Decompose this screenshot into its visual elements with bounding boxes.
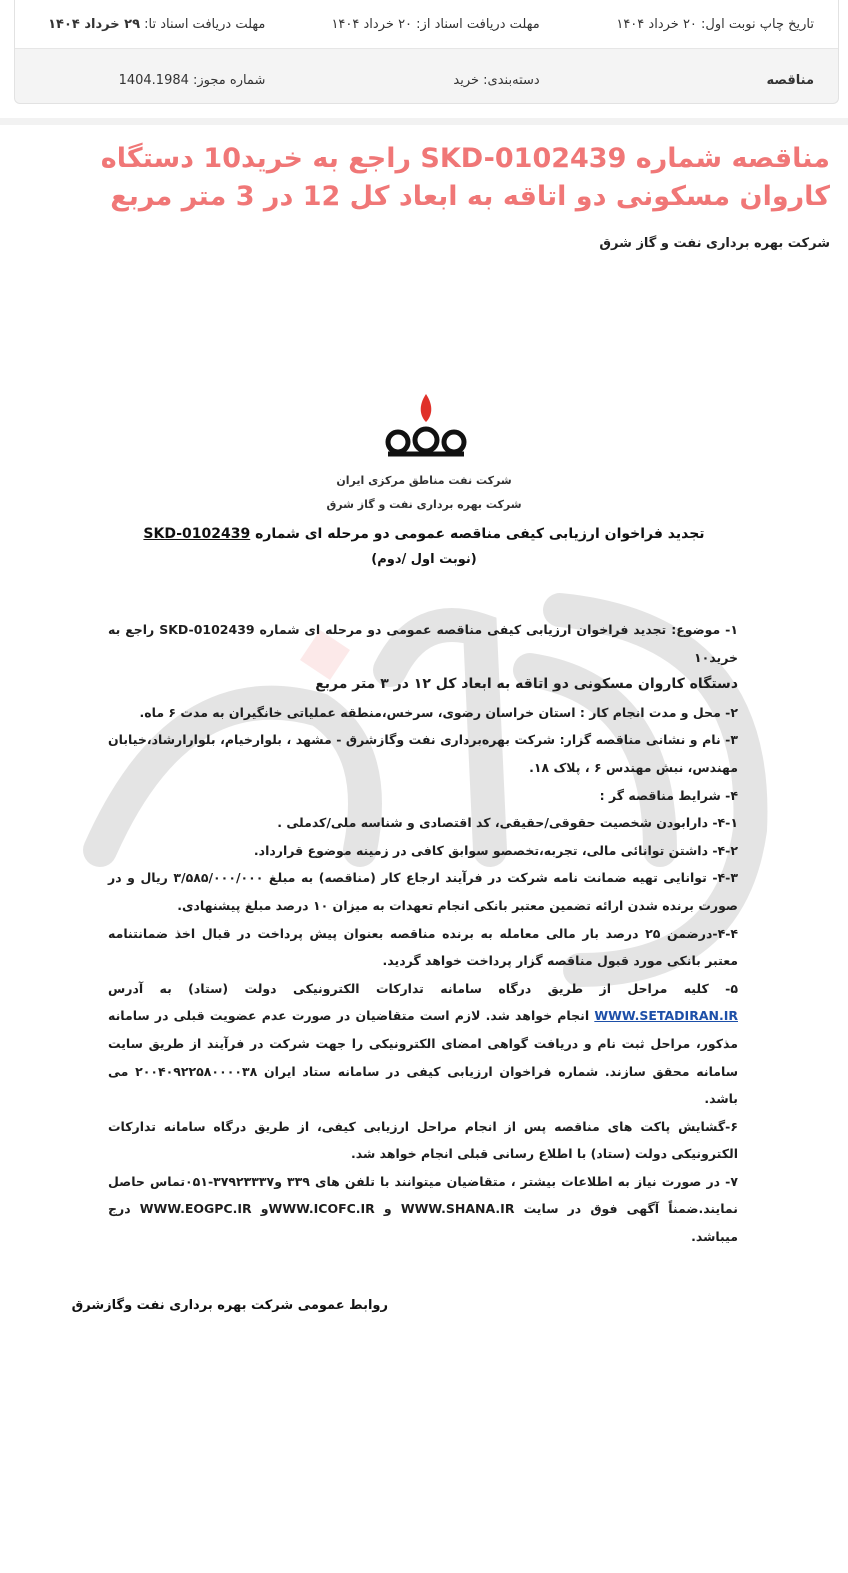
receive-until-label: مهلت دریافت اسناد تا:: [144, 16, 266, 32]
company-name: شرکت بهره برداری نفت و گاز شرق: [599, 236, 830, 251]
public-relations-signature: روابط عمومی شرکت بهره برداری نفت وگازشرق: [71, 1298, 388, 1313]
clause-6: ۶-گشایش پاکت های مناقصه پس از انجام مراحل ارزیابی کیفی، از طریق درگاه سامانه تدارکات الکترونیکی دولت (ستاد) با اطلاع رسانی قبلی انجام خواهد شد.: [108, 1118, 738, 1162]
clause-1-subject: دستگاه کاروان مسکونی دو اتاقه به ابعاد کل ۱۲ در ۳ متر مربع: [315, 676, 738, 693]
tender-document-image: [0, 380, 848, 1380]
section-divider: [0, 118, 848, 125]
clause-4-1: ۴-۱- دارابودن شخصیت حقوقی/حقیقی، کد اقتصادی و شناسه ملی/کدملی .: [277, 815, 738, 831]
license-number: شماره مجوز: 1404.1984: [118, 72, 266, 88]
meta-row-dates: [15, 0, 838, 49]
document-heading: [0, 526, 848, 542]
clause-4-3: ۴-۳- توانایی تهیه ضمانت نامه شرکت در فرآیند ارجاع کار (مناقصه) به مبلغ ۳/۵۸۵/۰۰۰/۰۰۰ ریال و در صورت برنده شدن ارائه تضمین معتبر بانکی انجام تعهدات به میزان ۱۰ درصد مبلغ پیشنهادی.: [108, 870, 738, 913]
clause-1: ۱- موضوع: تجدید فراخوان ارزیابی کیفی مناقصه عمومی دو مرحله ای شماره SKD-0102439 راجع به خرید۱۰: [108, 622, 738, 665]
tender-meta-card: [14, 0, 839, 104]
clause-5: ۵- کلیه مراحل از طریق درگاه سامانه تدارکات الکترونیکی دولت (ستاد) به آدرس WWW.SETADIRAN.IR انجام خواهد شد. لازم است متقاضیان در صورت عدم عضویت قبلی در سامانه مذکور، مراحل ثبت نام و دریافت گواهی امضای الکترونیکی را جهت شرکت در فرآیند از طریق سایت سامانه محقق سازند. شماره فراخوان ارزیابی کیفی در سامانه ستاد ایران ۲۰۰۴۰۹۲۲۵۸۰۰۰۰۳۸ می باشد.: [108, 980, 738, 1107]
setadiran-link[interactable]: WWW.SETADIRAN.IR: [594, 1008, 738, 1024]
document-subheading: (نوبت اول /دوم): [371, 552, 477, 567]
receive-until-value: ۲۹ خرداد ۱۴۰۴: [48, 16, 141, 32]
tender-type: مناقصه: [766, 72, 814, 88]
page-title: مناقصه شماره SKD-0102439 راجع به خرید10 دستگاه کاروان مسکونی دو اتاقه به ابعاد کل 12 در 3 متر مربع: [100, 143, 830, 212]
clause-4-4: ۴-۴-درضمن ۲۵ درصد بار مالی معامله به برنده مناقصه بعنوان پیش پرداخت در قبال اخذ ضمانتنامه معتبر بانکی مورد قبول مناقصه گزار پرداخت خواهد گردید.: [108, 925, 739, 969]
receive-from: مهلت دریافت اسناد از: ۲۰ خرداد ۱۴۰۴: [331, 16, 540, 32]
receive-until: [15, 17, 289, 32]
document-heading-text: تجدید فراخوان ارزیابی کیفی مناقصه عمومی دو مرحله ای شماره: [255, 526, 705, 542]
clause-2: ۲- محل و مدت انجام کار : استان خراسان رضوی، سرخس،منطقه عملیاتی خانگیران به مدت ۶ ماه.: [139, 704, 738, 720]
tender-category: دسته‌بندی: خرید: [453, 72, 540, 88]
org-line-1: شرکت نفت مناطق مرکزی ایران: [336, 474, 512, 487]
meta-row-info: [15, 56, 838, 104]
org-line-2: شرکت بهره برداری نفت و گاز شرق: [326, 498, 522, 511]
document-body: [108, 616, 738, 1251]
clause-7: ۷- در صورت نیاز به اطلاعات بیشتر ، متقاضیان میتوانند با تلفن های ۳۳۹ و۳۷۹۲۳۳۳۷-۰۵۱تماس حاصل نمایند.ضمناً آگهی فوق در سایت WWW.SHANA.IR و WWW.ICOFC.IRو WWW.EOGPC.IR درج میباشد.: [108, 1173, 738, 1245]
clause-4-2: ۴-۲- داشتن توانائی مالی، تجربه،تخصصو سوابق کافی در زمینه موضوع قرارداد.: [253, 842, 738, 858]
document-heading-code: SKD-0102439: [143, 526, 251, 542]
print-date: تاریخ چاپ نوبت اول: ۲۰ خرداد ۱۴۰۴: [616, 16, 814, 32]
clause-3: ۳- نام و نشانی مناقصه گزار: شرکت بهره‌برداری نفت وگازشرق - مشهد ، بلوارخیام، بلوارارشاد،خیابان مهندس، نبش مهندس ۶ ، پلاک ۱۸.: [108, 732, 738, 775]
nioc-logo-icon: [380, 392, 472, 462]
clause-4: ۴- شرایط مناقصه گر :: [599, 787, 738, 803]
